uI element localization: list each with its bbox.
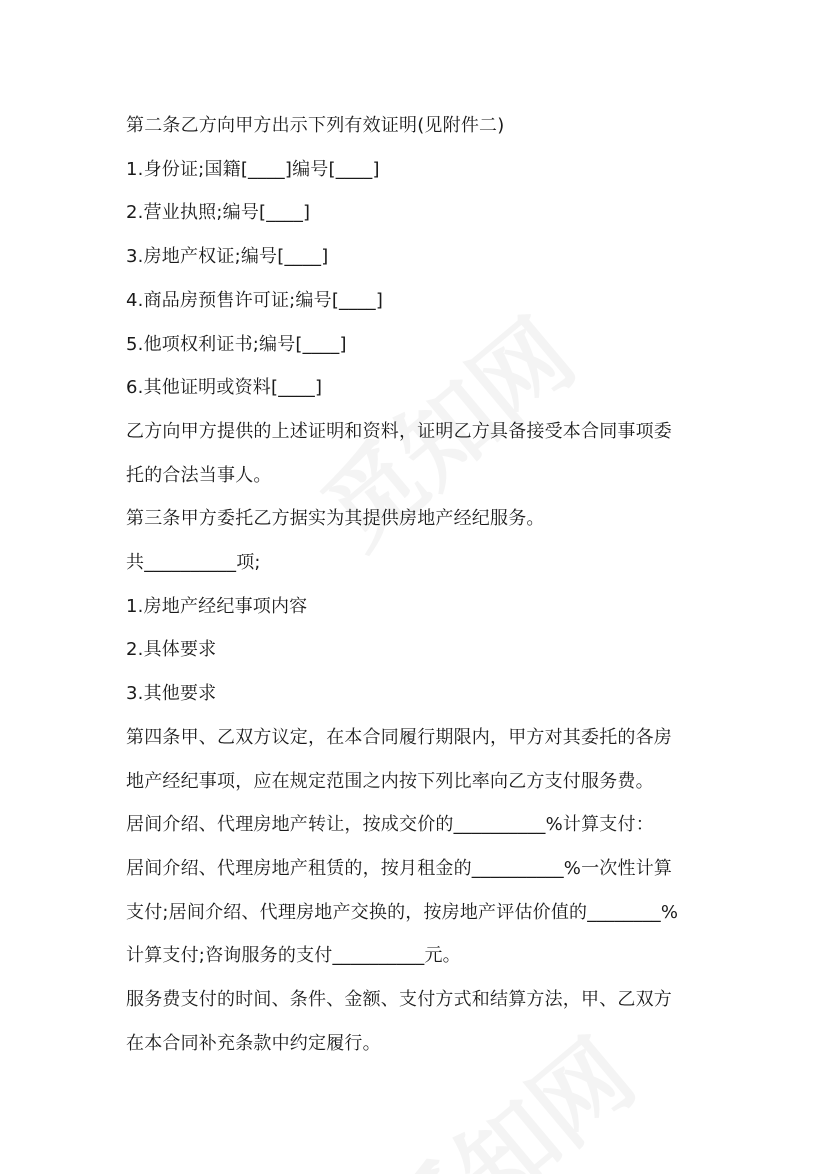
- paragraph-line: 居间介绍、代理房地产租赁的，按月租金的__________%一次性计算: [126, 857, 673, 879]
- list-item-other-requirements: 3.其他要求: [126, 683, 217, 705]
- paragraph-line: 地产经纪事项，应在规定范围之内按下列比率向乙方支付服务费。: [126, 770, 654, 792]
- paragraph-line: 乙方向甲方提供的上述证明和资料，证明乙方具备接受本合同事项委: [126, 420, 672, 442]
- paragraph-line: 支付;居间介绍、代理房地产交换的，按房地产评估价值的________%: [126, 901, 679, 923]
- paragraph-line: 托的合法当事人。: [126, 464, 272, 486]
- article-2-heading: 第二条乙方向甲方出示下列有效证明(见附件二): [126, 115, 505, 136]
- article-3-heading: 第三条甲方委托乙方据实为其提供房地产经纪服务。: [126, 508, 545, 530]
- article-4-heading: 第四条甲、乙双方议定，在本合同履行期限内，甲方对其委托的各房: [126, 726, 672, 748]
- paragraph-line: 计算支付;咨询服务的支付__________元。: [126, 945, 461, 967]
- list-item-id-card: 1.身份证;国籍[____]编号[____]: [126, 158, 380, 180]
- paragraph-line: 在本合同补充条款中约定履行。: [126, 1032, 381, 1054]
- list-item-specific-requirements: 2.具体要求: [126, 639, 217, 661]
- list-item-presale-permit: 4.商品房预售许可证;编号[____]: [126, 289, 384, 311]
- list-item-other-documents: 6.其他证明或资料[____]: [126, 377, 323, 399]
- paragraph-line: 居间介绍、代理房地产转让，按成交价的__________%计算支付：: [126, 814, 654, 836]
- list-item-other-rights-certificate: 5.他项权利证书;编号[____]: [126, 333, 347, 355]
- list-item-business-license: 2.营业执照;编号[____]: [126, 202, 311, 224]
- paragraph-line: 服务费支付的时间、条件、金额、支付方式和结算方法，甲、乙双方: [126, 989, 672, 1011]
- document-body: [126, 104, 716, 1065]
- item-count-line: 共__________项;: [126, 552, 261, 574]
- list-item-service-content: 1.房地产经纪事项内容: [126, 595, 308, 617]
- list-item-property-certificate: 3.房地产权证;编号[____]: [126, 246, 329, 268]
